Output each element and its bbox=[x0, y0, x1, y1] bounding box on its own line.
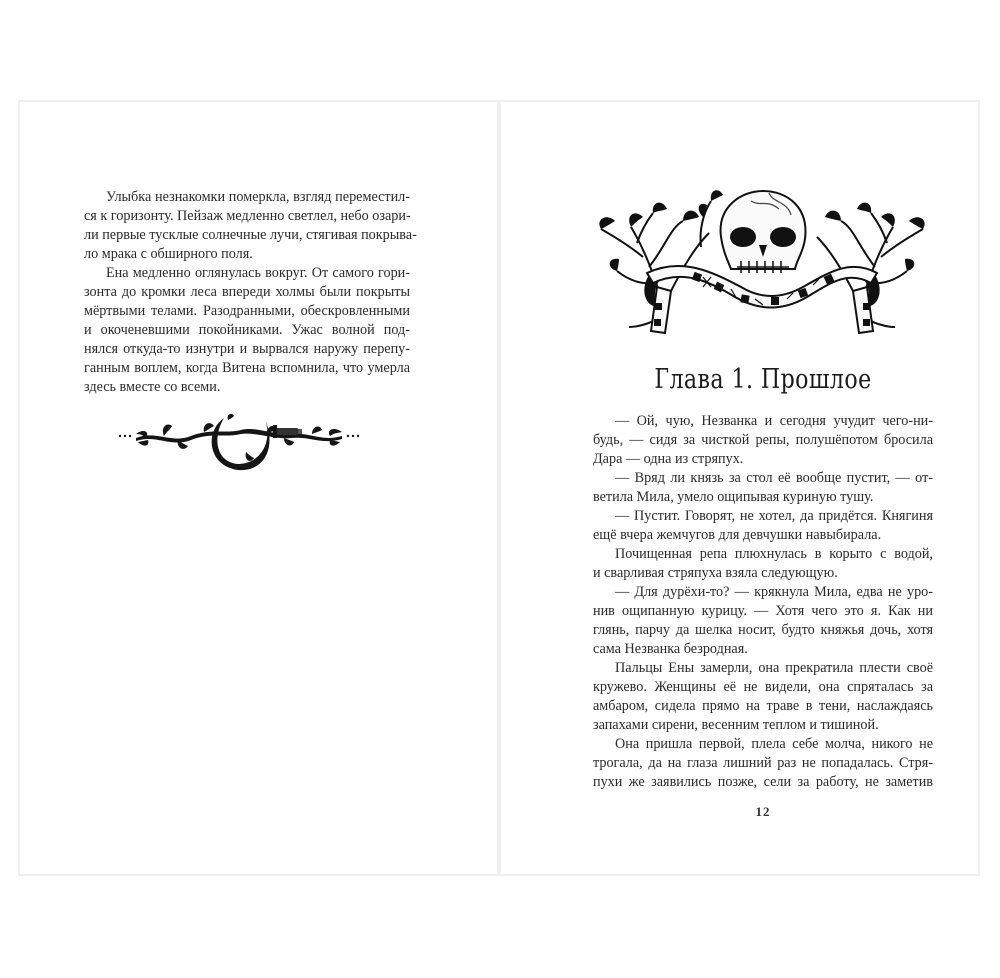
text-line: пухи же заявились позже, сели за работу, не заметив bbox=[593, 774, 933, 790]
text-line: мёртвыми телами. Разодранными, обескровленными bbox=[84, 303, 410, 319]
text-line: ветила Мила, умело ощипывая куриную тушу. bbox=[593, 489, 874, 505]
text-line: — Вряд ли князь за стол её вообще пустит, — от- bbox=[615, 470, 933, 486]
text-line: и сварливая стряпуха взяла следующую. bbox=[593, 565, 838, 581]
text-line: зонта до кромки леса впереди холмы были покрыты bbox=[84, 284, 410, 300]
text-line: ли первые тусклые солнечные лучи, стягивая покрыва- bbox=[84, 227, 417, 243]
right-page-text bbox=[593, 412, 933, 792]
page-number: 12 bbox=[755, 804, 771, 819]
text-line: ганным воплем, когда Витена вспомнила, что умерла bbox=[84, 360, 410, 376]
text-line: и окоченевшими покойниками. Ужас волной под- bbox=[84, 322, 410, 338]
skull-branches-ribbon-illustration-icon bbox=[591, 187, 933, 337]
text-line: трогала, да на глаза лишний раз не попадалась. Стря- bbox=[593, 755, 933, 771]
text-line: — Ой, чую, Незванка и сегодня учудит чего-ни- bbox=[615, 413, 933, 429]
text-line: — Пустит. Говорят, не хотел, да придётся. Княгиня bbox=[615, 508, 933, 524]
text-line: будь, — сидя за чисткой репы, полушёпотом бросила bbox=[593, 432, 933, 448]
text-line: амбаром, сидела прямо на траве в тени, наслаждаясь bbox=[593, 698, 933, 714]
book-spread bbox=[18, 100, 980, 876]
text-line: Она пришла первой, плела себе молча, никого не bbox=[615, 736, 933, 752]
chapter-title: Глава 1. Прошлое bbox=[654, 364, 872, 395]
text-line: глянь, парчу да шелка носит, будто княжья дочь, хотя bbox=[593, 622, 933, 638]
text-line: здесь вместе со всеми. bbox=[84, 379, 221, 395]
left-page bbox=[18, 100, 499, 876]
text-line: ло мрака с обширного поля. bbox=[84, 246, 253, 262]
text-line: Почищенная репа плюхнулась в корыто с водой, bbox=[615, 546, 933, 562]
text-line: ся к горизонту. Пейзаж медленно светлел, небо озари- bbox=[84, 208, 411, 224]
text-line: ещё вчера жемчугов для девчушки навыбирала. bbox=[593, 527, 882, 543]
text-line: Дара — одна из стряпух. bbox=[593, 451, 744, 467]
right-page bbox=[499, 100, 980, 876]
left-page-text bbox=[84, 188, 417, 397]
text-line: Улыбка незнакомки померкла, взгляд переместил- bbox=[106, 189, 410, 205]
text-line: нялся откуда-то изнутри и вырвался наружу перепу- bbox=[84, 341, 410, 357]
text-line: — Для дурёхи-то? — крякнула Мила, едва не уро- bbox=[615, 584, 933, 600]
vine-crescent-dagger-ornament-icon bbox=[116, 412, 362, 474]
text-line: нив ощипанную курицу. — Хотя чего это я. Как ни bbox=[593, 603, 933, 619]
text-line: кружево. Женщины её не видели, она спряталась за bbox=[593, 679, 933, 695]
text-line: запахами сирени, весенним теплом и тишиной. bbox=[593, 717, 879, 733]
text-line: Пальцы Ены замерли, она прекратила плести своё bbox=[615, 660, 933, 676]
text-line: сама Незванка безродная. bbox=[593, 641, 748, 657]
text-line: Ена медленно оглянулась вокруг. От самого гори- bbox=[106, 265, 410, 281]
